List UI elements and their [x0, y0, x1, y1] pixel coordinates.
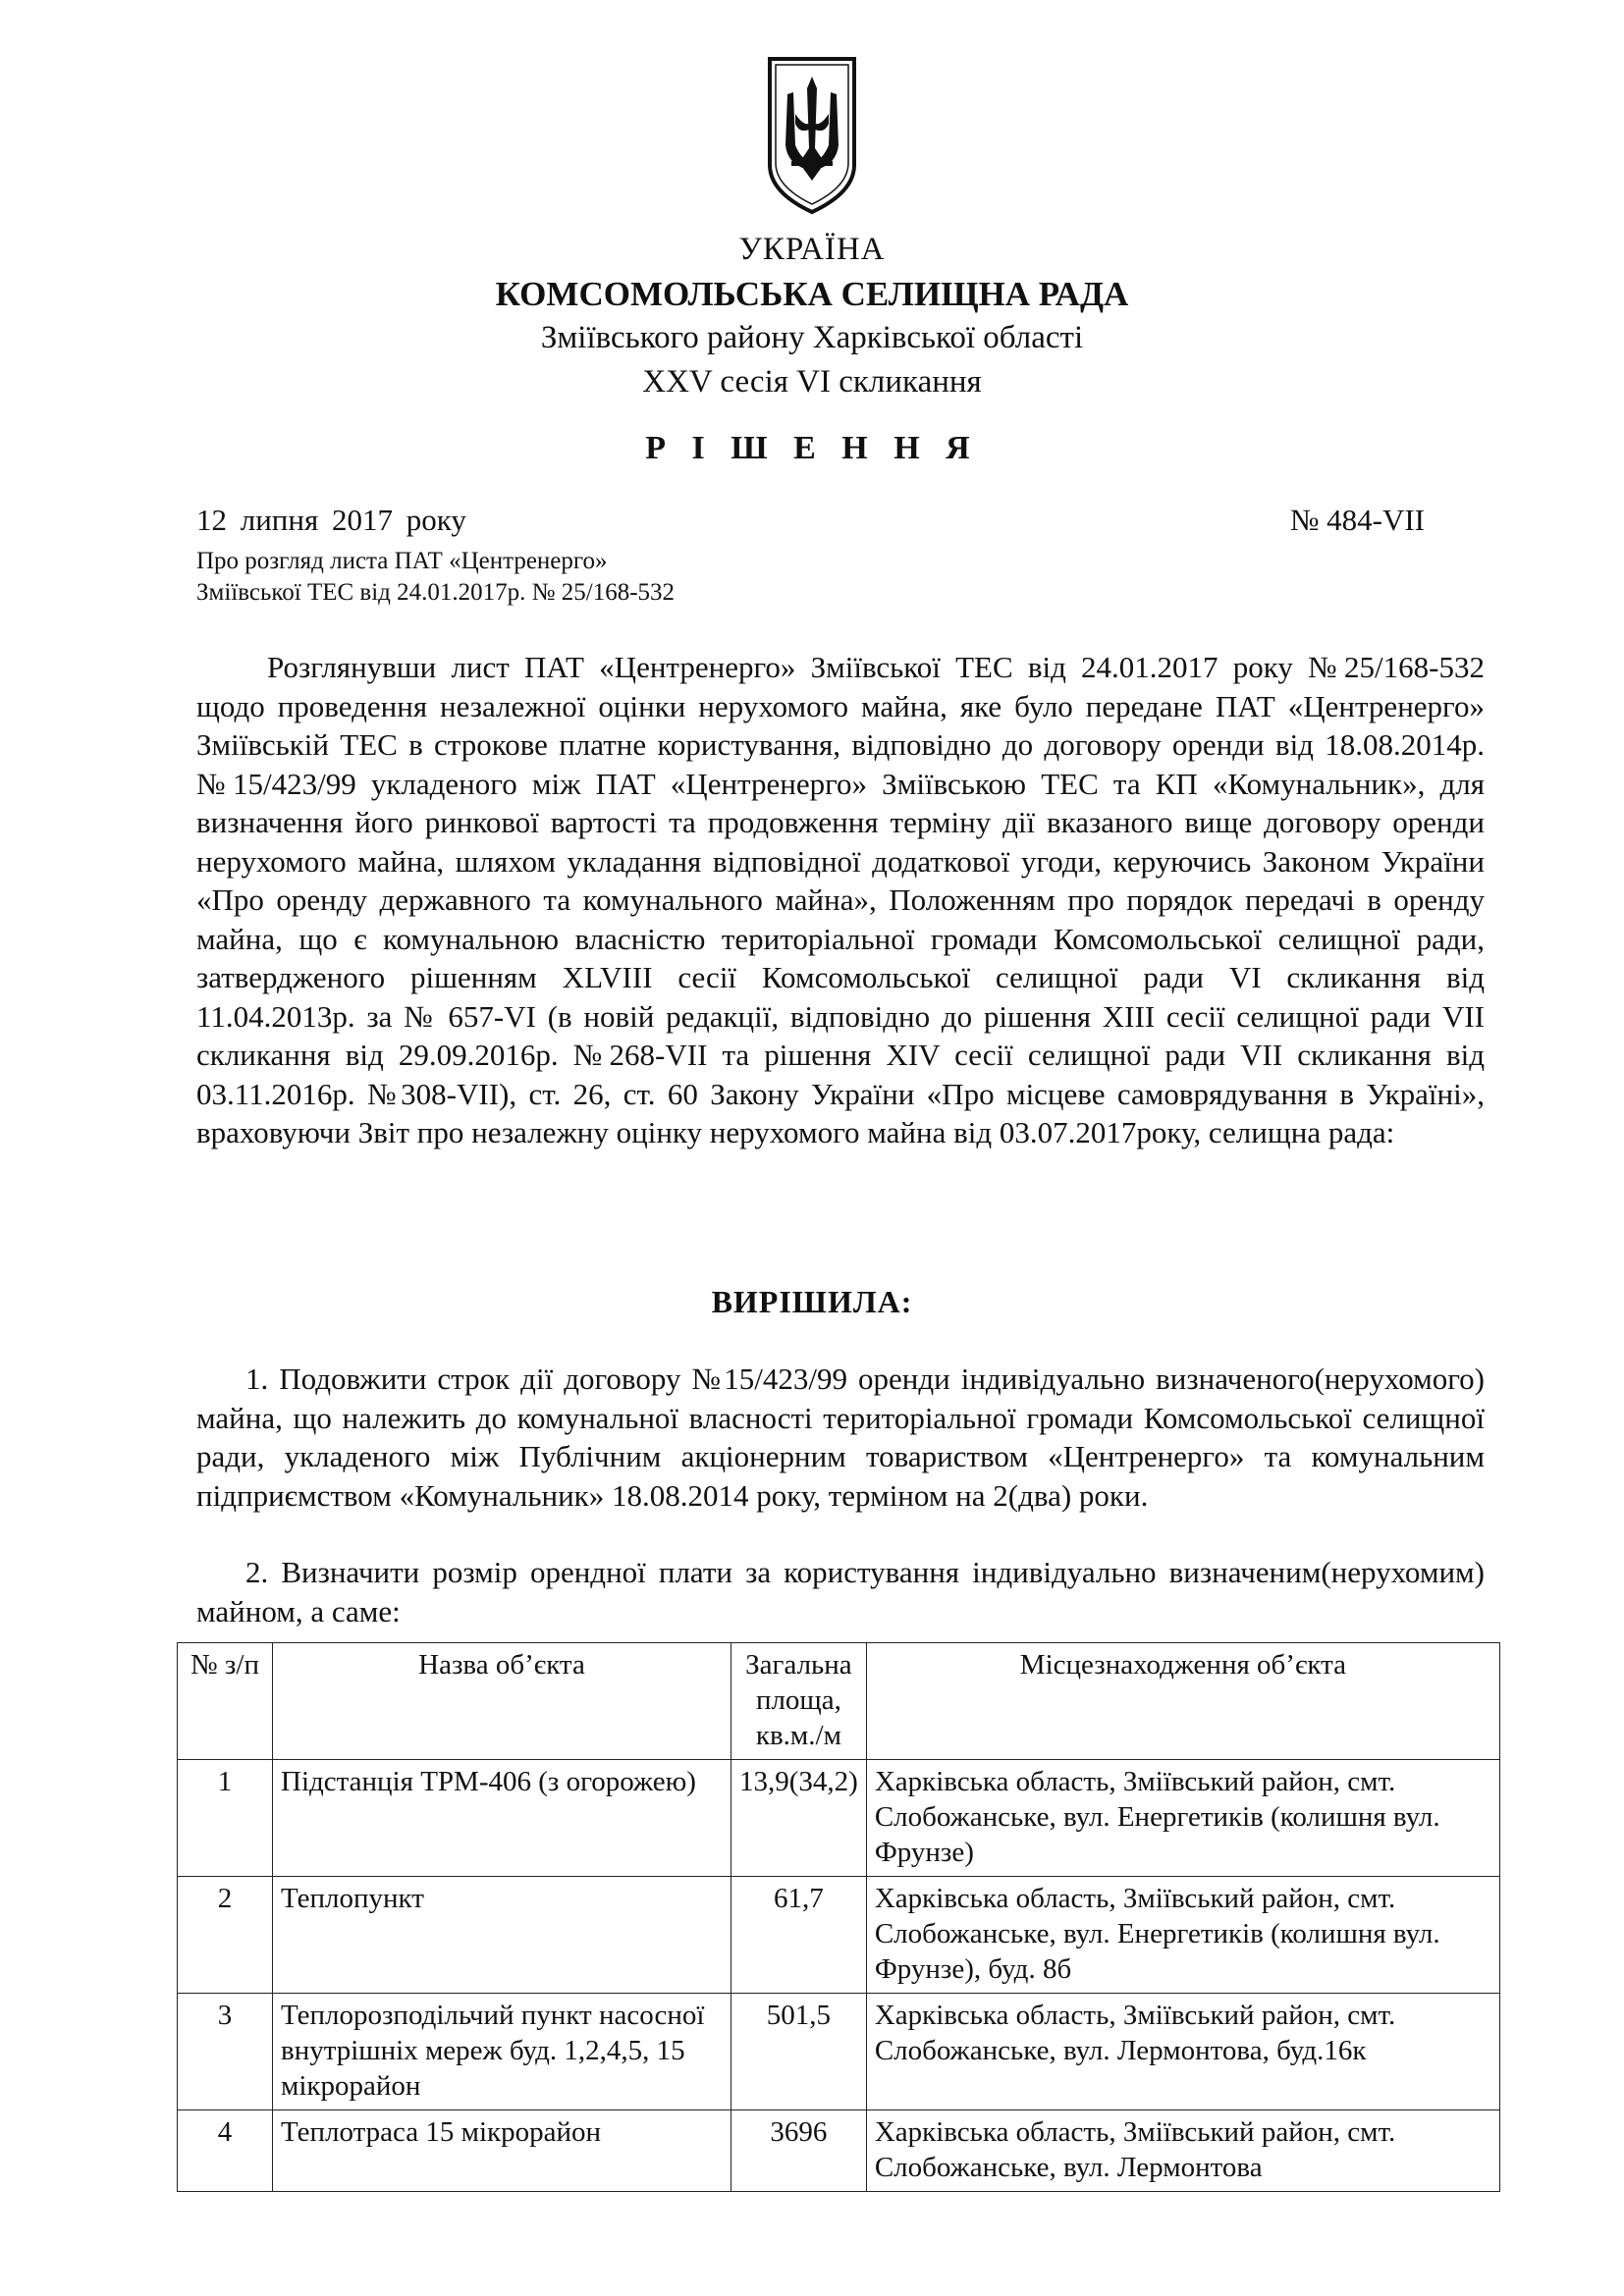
decision-subject: [196, 546, 675, 609]
district-heading: Зміївського району Харківської області: [540, 320, 1084, 355]
subject-line: Про розгляд листа ПАТ «Центренерго»: [196, 548, 608, 574]
resolution-item: 2. Визначити розмір орендної плати за користування індивідуально визначеним(нерухомим) майном, а саме:: [196, 1555, 1485, 1629]
table-cell: Харківська область, Зміївський район, смт. Слобожанське, вул. Енергетиків (колишня вул. Фрунзе): [866, 1760, 1499, 1877]
table-cell: 4: [178, 2110, 273, 2192]
country-heading: УКРАЇНА: [738, 232, 886, 267]
column-header: Загальна площа, кв.м./м: [731, 1643, 867, 1760]
table-row: [178, 1877, 1500, 1994]
table-header-row: [178, 1643, 1500, 1760]
column-header: Місцезнаходження об’єкта: [866, 1643, 1499, 1760]
table-cell: Теплорозподільчий пункт насосної внутрішніх мереж буд. 1,2,4,5, 15 мікрорайон: [273, 1994, 731, 2110]
table-cell: Теплопункт: [273, 1877, 731, 1994]
table-cell: 3696: [731, 2110, 867, 2192]
coat-of-arms-icon: [766, 55, 858, 216]
table-cell: 2: [178, 1877, 273, 1994]
table-cell: 61,7: [731, 1877, 867, 1994]
decision-title: Р І Ш Е Н Н Я: [645, 430, 979, 466]
decision-date: 12 липня 2017 року: [196, 503, 466, 537]
table-cell: Харківська область, Зміївський район, смт. Слобожанське, вул. Лермонтова, буд.16к: [866, 1994, 1499, 2110]
property-table: [177, 1642, 1500, 2192]
column-header: № з/п: [178, 1643, 273, 1760]
table-cell: Підстанція ТРМ-406 (з огорожею): [273, 1760, 731, 1877]
table-cell: 501,5: [731, 1994, 867, 2110]
resolution-item: 1. Подовжити строк дії договору №15/423/99 оренди індивідуально визначеного(нерухомого) майна, що належить до комунальної власності територіальної громади Комсомольської селищної ради, укладеного між Публічним акціонерним товариством «Центренерго» та комунальним підприємством «Комунальник» 18.08.2014 року, терміном на 2(два) роки.: [196, 1362, 1485, 1513]
column-header: Назва об’єкта: [273, 1643, 731, 1760]
preamble-paragraph: Розглянувши лист ПАТ «Центренерго» Зміївської ТЕС від 24.01.2017 року №25/168-532 щодо проведення незалежної оцінки нерухомого майна, яке було передане ПАТ «Центренерго» Зміївській ТЕС в строкове платне користування, відповідно до договору оренди від 18.08.2014р. №15/423/99 укладеного між ПАТ «Центренерго» Зміївською ТЕС та КП «Комунальник», для визначення його ринкової вартості та продовження терміну дії вказаного вище договору оренди нерухомого майна, шляхом укладання відповідної додаткової угоди, керуючись Законом України «Про оренду державного та комунального майна», Положенням про порядок передачі в оренду майна, що є комунальною власністю територіальної громади Комсомольської селищної ради, затвердженого рішенням XLVIII сесії Комсомольської селищної ради VI скликання від 11.04.2013р. за № 657-VI (в новій редакції, відповідно до рішення XIII сесії селищної ради VII скликання від 29.09.2016р. №268-VII та рішення XIV сесії селищної ради VII скликання від 03.11.2016р. №308-VII), ст. 26, ст. 60 Закону України «Про місцеве самоврядування в Україні», враховуючи Звіт про незалежну оцінку нерухомого майна від 03.07.2017року, селищна рада:: [196, 650, 1485, 1149]
session-heading: XXV сесія VI скликання: [642, 364, 982, 400]
table-cell: 3: [178, 1994, 273, 2110]
resolved-heading: ВИРІШИЛА:: [711, 1284, 913, 1319]
table-cell: Теплотраса 15 мікрорайон: [273, 2110, 731, 2192]
table-row: [178, 1994, 1500, 2110]
table-cell: 1: [178, 1760, 273, 1877]
decision-number: № 484-VII: [1289, 503, 1425, 537]
table-row: [178, 2110, 1500, 2192]
table-row: [178, 1760, 1500, 1877]
table-cell: 13,9(34,2): [731, 1760, 867, 1877]
council-heading: КОМСОМОЛЬСЬКА СЕЛИЩНА РАДА: [495, 275, 1129, 313]
table-cell: Харківська область, Зміївський район, смт. Слобожанське, вул. Лермонтова: [866, 2110, 1499, 2192]
table-cell: Харківська область, Зміївський район, смт. Слобожанське, вул. Енергетиків (колишня вул. Фрунзе), буд. 8б: [866, 1877, 1499, 1994]
subject-line: Зміївської ТЕС від 24.01.2017р. № 25/168-532: [196, 579, 676, 606]
